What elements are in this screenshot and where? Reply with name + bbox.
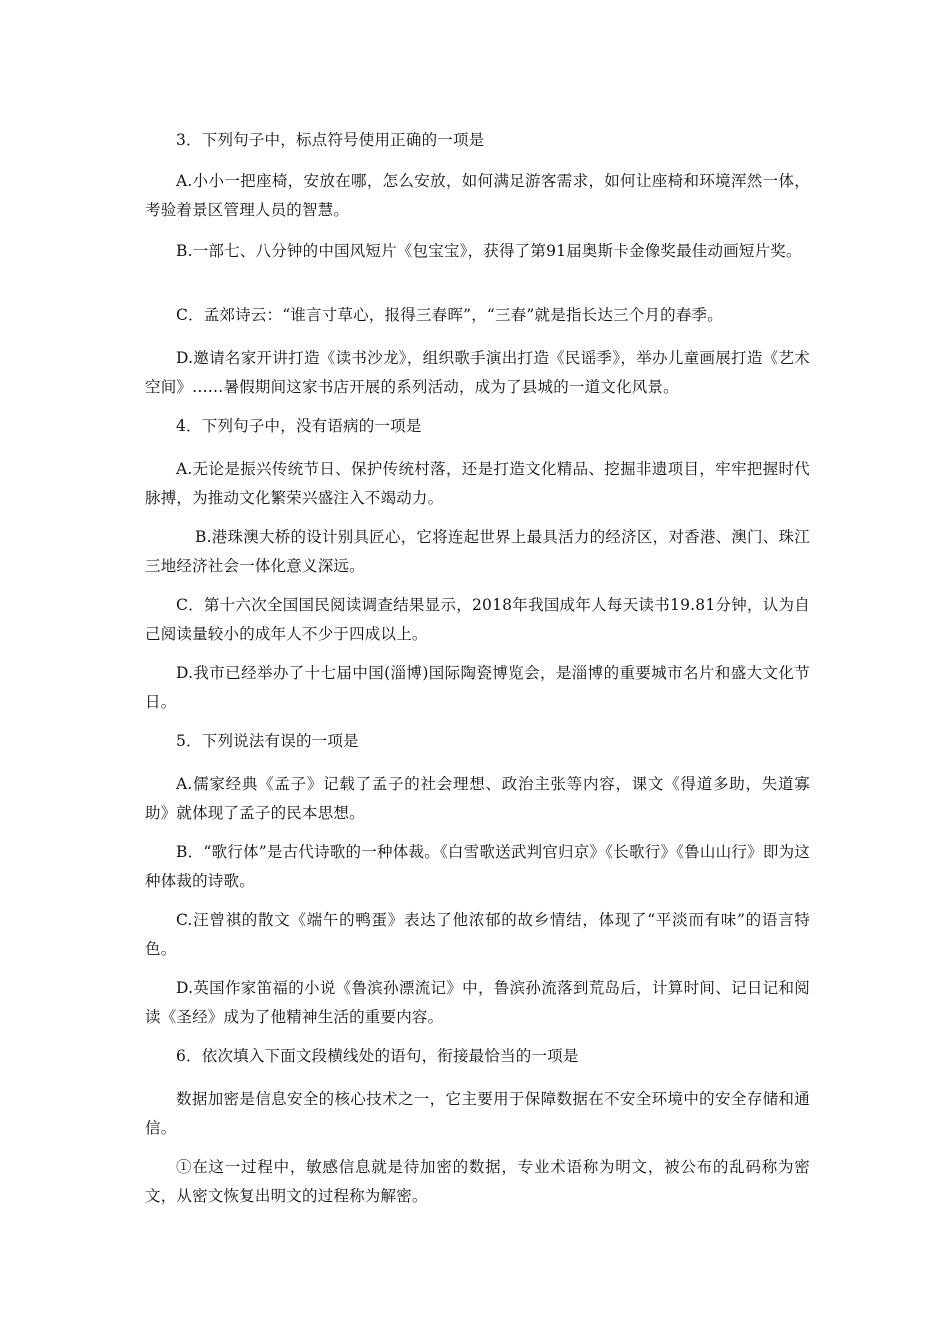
- question-3-option-b: B.一部七、八分钟的中国风短片《包宝宝》，获得了第91届奥斯卡金像奖最佳动画短片奖。: [176, 242, 802, 260]
- question-6-stem: 6．依次填入下面文段横线处的语句，衔接最恰当的一项是: [176, 1047, 579, 1065]
- question-3-option-c: C．孟郊诗云：“谁言寸草心，报得三春晖”，“三春”就是指长达三个月的春季。: [176, 306, 723, 324]
- question-6-passage: 数据加密是信息安全的核心技术之一，它主要用于保障数据在不安全环境中的安全存储和通信。: [145, 1090, 810, 1137]
- question-3-stem: 3．下列句子中，标点符号使用正确的一项是: [176, 131, 485, 149]
- question-5-option-b: B．“歌行体”是古代诗歌的一种体裁。《白雪歌送武判官归京》《长歌行》《鲁山山行》即为这种体裁的诗歌。: [145, 843, 810, 890]
- question-4-option-a: A.无论是振兴传统节日、保护传统村落，还是打造文化精品、挖掘非遗项目，牢牢把握时代脉搏，为推动文化繁荣兴盛注入不竭动力。: [145, 460, 810, 507]
- question-5-stem: 5．下列说法有误的一项是: [176, 732, 359, 750]
- question-5-option-c: C.汪曾祺的散文《端午的鸭蛋》表达了他浓郁的故乡情结，体现了“平淡而有味”的语言特色。: [145, 911, 810, 958]
- question-5-option-d: D.英国作家笛福的小说《鲁滨孙漂流记》中，鲁滨孙流落到荒岛后，计算时间、记日记和阅读《圣经》成为了他精神生活的重要内容。: [145, 979, 810, 1026]
- question-3-option-d: D.邀请名家开讲打造《读书沙龙》，组织歌手演出打造《民谣季》，举办儿童画展打造《艺术空间》……暑假期间这家书店开展的系列活动，成为了县城的一道文化风景。: [145, 349, 810, 396]
- question-4-option-b: B.港珠澳大桥的设计别具匠心，它将连起世界上最具活力的经济区，对香港、澳门、珠江三地经济社会一体化意义深远。: [145, 528, 810, 575]
- question-4-option-d: D.我市已经举办了十七届中国(淄博)国际陶瓷博览会，是淄博的重要城市名片和盛大文化节日。: [145, 664, 810, 711]
- question-5-option-a: A.儒家经典《孟子》记载了孟子的社会理想、政治主张等内容，课文《得道多助，失道寡助》就体现了孟子的民本思想。: [145, 775, 810, 822]
- question-3-option-a: A.小小一把座椅，安放在哪，怎么安放，如何满足游客需求，如何让座椅和环境浑然一体，考验着景区管理人员的智慧。: [145, 172, 810, 219]
- question-6-sentence-1: ①在这一过程中，敏感信息就是待加密的数据，专业术语称为明文，被公布的乱码称为密文，从密文恢复出明文的过程称为解密。: [145, 1158, 810, 1205]
- question-4-option-c: C．第十六次全国国民阅读调查结果显示，2018年我国成年人每天读书19.81分钟，认为自己阅读量较小的成年人不少于四成以上。: [145, 596, 810, 643]
- question-4-stem: 4．下列句子中，没有语病的一项是: [176, 417, 422, 435]
